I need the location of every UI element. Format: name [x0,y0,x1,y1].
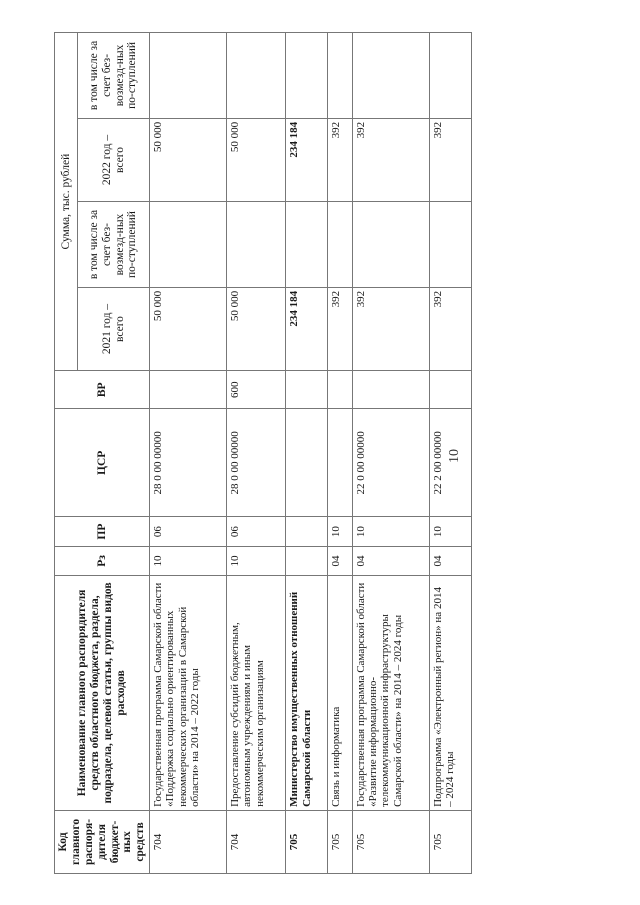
cell-2021-total: 50 000 [150,287,227,370]
cell-name: Связь и информатика [328,575,353,810]
cell-pr: 10 [429,517,471,547]
cell-vr [429,371,471,409]
header-kod: Код главного распоря-дителя бюджет-ных средств [55,810,150,873]
header-2022-free: в том числе за счет без-возмезд-ных по-ступлений [78,33,150,119]
cell-csr: 28 0 00 00000 [150,409,227,517]
cell-rz [286,546,328,575]
cell-vr: 600 [226,371,285,409]
cell-kod: 704 [226,810,285,873]
header-rz: Рз [55,546,150,575]
cell-2022-free [352,33,429,119]
cell-2022-free [328,33,353,119]
cell-pr [286,517,328,547]
cell-2022-total: 50 000 [226,118,285,201]
table-row [429,33,471,874]
cell-2022-total: 50 000 [150,118,227,201]
budget-table [54,32,472,874]
cell-vr [352,371,429,409]
header-2021-total: 2021 год – всего [78,287,150,370]
cell-2022-free [226,33,285,119]
cell-2022-total: 392 [352,118,429,201]
cell-2021-total: 392 [328,287,353,370]
page-number: 10 [447,449,462,463]
cell-rz: 04 [328,546,353,575]
cell-2022-free [286,33,328,119]
cell-2021-free [226,202,285,288]
cell-vr [328,371,353,409]
cell-2022-total: 392 [429,118,471,201]
table-row [286,33,328,874]
cell-2021-total: 392 [352,287,429,370]
cell-csr: 22 0 00 00000 [352,409,429,517]
cell-pr: 10 [352,517,429,547]
cell-kod: 705 [352,810,429,873]
cell-kod: 705 [286,810,328,873]
cell-2021-total: 50 000 [226,287,285,370]
cell-csr: 22 2 00 00000 [429,409,471,517]
header-2022-total: 2022 год – всего [78,118,150,201]
cell-2021-free [429,202,471,288]
cell-kod: 704 [150,810,227,873]
cell-2022-total: 392 [328,118,353,201]
table-row [150,33,227,874]
cell-name: Предоставление субсидий бюджетным, автономным учреждениям и иным некоммерческим организациям [226,575,285,810]
cell-2022-free [429,33,471,119]
cell-kod: 705 [429,810,471,873]
cell-csr: 28 0 00 00000 [226,409,285,517]
cell-2022-total: 234 184 [286,118,328,201]
budget-table-container [54,32,456,874]
cell-vr [150,371,227,409]
cell-kod: 705 [328,810,353,873]
header-csr: ЦСР [55,409,150,517]
cell-2021-total: 392 [429,287,471,370]
cell-name: Государственная программа Самарской области «Развитие информационно-телекоммуникационной инфраструктуры Самарской области» на 2014 – 2024 годы [352,575,429,810]
table-body [150,33,472,874]
table-row [352,33,429,874]
cell-2021-free [328,202,353,288]
header-name: Наименование главного распорядителя средств областного бюджета, раздела, подраздела, целевой статьи, группы видов расходов [55,575,150,810]
cell-2021-free [150,202,227,288]
cell-vr [286,371,328,409]
cell-2021-total: 234 184 [286,287,328,370]
table-row [226,33,285,874]
header-pr: ПР [55,517,150,547]
cell-2022-free [150,33,227,119]
table-header-row [55,33,78,874]
cell-csr [328,409,353,517]
cell-rz: 04 [352,546,429,575]
cell-name: Подпрограмма «Электронный регион» на 2014 – 2024 годы [429,575,471,810]
header-sum-group: Сумма, тыс. рублей [55,33,78,371]
cell-2021-free [352,202,429,288]
cell-pr: 06 [150,517,227,547]
cell-pr: 10 [328,517,353,547]
cell-2021-free [286,202,328,288]
cell-name: Государственная программа Самарской области «Поддержка социально ориентированных некоммерческих организаций в Самарской области» на 2014 – 2022 годы [150,575,227,810]
rotated-table-wrapper [54,32,456,874]
header-vr: ВР [55,371,150,409]
header-2021-free: в том числе за счет без-возмезд-ных по-ступлений [78,202,150,288]
cell-rz: 04 [429,546,471,575]
cell-rz: 10 [150,546,227,575]
table-row [328,33,353,874]
cell-name: Министерство имущественных отношений Самарской области [286,575,328,810]
cell-rz: 10 [226,546,285,575]
cell-pr: 06 [226,517,285,547]
cell-csr [286,409,328,517]
